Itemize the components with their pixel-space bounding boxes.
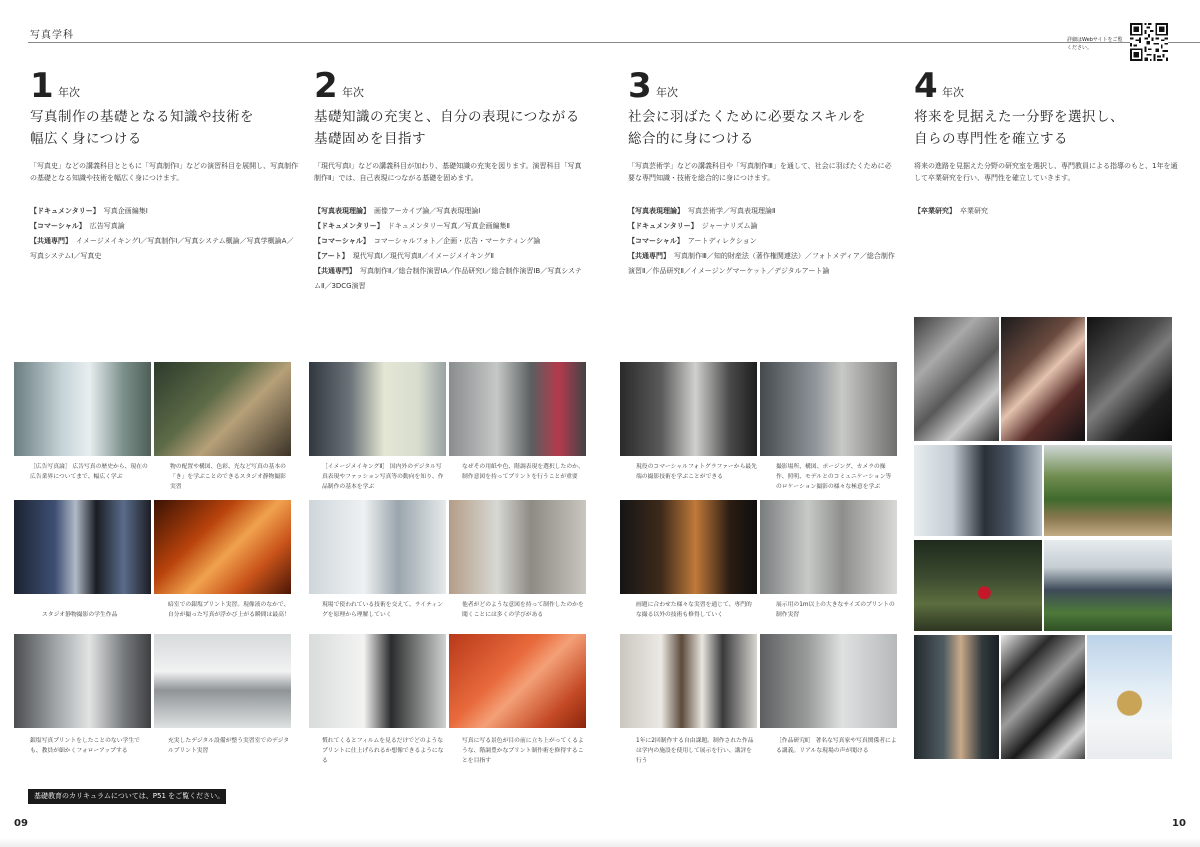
graduate-work-photo <box>914 635 999 759</box>
graduate-work-photo <box>1087 635 1172 759</box>
course-row <box>30 234 300 264</box>
photo-caption: ［広告写真論］ 広告写真の歴史から、現在の広告業界についてまで、幅広く学ぶ <box>30 464 148 480</box>
course-category: 【アート】 <box>314 252 349 260</box>
course-row <box>314 234 584 249</box>
course-category: 【ドキュメンタリー】 <box>314 222 384 230</box>
photo-darkroom-red <box>449 634 586 728</box>
course-category: 【共通専門】 <box>30 237 72 245</box>
headline-line: 社会に羽ばたくために必要なスキルを <box>628 109 866 125</box>
headline-line: 基礎固めを目指す <box>314 131 426 147</box>
year-label: 年次 <box>58 86 80 99</box>
headline-line: 将来を見据えた一分野を選択し、 <box>914 109 1124 125</box>
year-description: 「写真芸術学」などの講義科目や「写真制作Ⅲ」を通して、社会に羽ばたくために必要な専門知識・技術を総合的に身につけます。 <box>628 162 892 182</box>
course-list <box>628 204 898 279</box>
headline-line: 自らの専門性を確立する <box>914 131 1068 147</box>
course-category: 【コマーシャル】 <box>30 222 86 230</box>
headline-line: 基礎知識の充実と、自分の表現につながる <box>314 109 580 125</box>
headline-line: 総合的に身につける <box>628 131 754 147</box>
photo-location-shoot <box>760 362 897 456</box>
year-4-column <box>914 60 1184 219</box>
graduate-work-photo <box>1001 635 1085 759</box>
photo-caption: 撮影場所、構図、ポージング、カメラの操作、照明、モデルとのコミュニケーション等のロケーション撮影の様々な極意を学ぶ <box>776 464 892 490</box>
graduate-work-photo <box>1087 317 1172 441</box>
course-row <box>628 234 898 249</box>
course-category: 【コマーシャル】 <box>628 237 684 245</box>
page-number-right: 10 <box>1172 818 1186 829</box>
photo-digital-lab <box>154 634 291 728</box>
course-items: 画像アーカイブ論／写真表現理論Ⅰ <box>374 207 481 215</box>
course-category: 【卒業研究】 <box>914 207 956 215</box>
year-label: 年次 <box>942 86 964 99</box>
photo-caption: 充実したデジタル設備が整う実習室でのデジタルプリント実習 <box>168 738 290 754</box>
photo-caption: スタジオ静物撮影の学生作品 <box>42 612 118 618</box>
photo-guest-lecture <box>760 634 897 728</box>
photo-large-print <box>760 500 897 594</box>
photo-exhibition <box>620 634 757 728</box>
photo-scene-practice <box>620 500 757 594</box>
course-row <box>314 249 584 264</box>
photo-caption: 現場で使われている技術を交えて、ライティングを原理から理解していく <box>322 602 443 618</box>
course-category: 【ドキュメンタリー】 <box>628 222 698 230</box>
graduate-work-photo <box>1044 445 1172 536</box>
course-category: 【共通専門】 <box>314 267 356 275</box>
course-list <box>314 204 584 294</box>
page-number-left: 09 <box>14 818 28 829</box>
year-headline <box>30 106 300 152</box>
course-items: 写真芸術学／写真表現理論Ⅱ <box>688 207 776 215</box>
course-row <box>30 219 300 234</box>
course-list <box>914 204 1184 219</box>
course-items: 卒業研究 <box>960 207 988 215</box>
photo-print-review <box>449 362 586 456</box>
photo-lecture-ad <box>14 362 151 456</box>
curriculum-note: 基礎教育のカリキュラムについては、P51 をご覧ください。 <box>28 789 226 804</box>
course-category: 【共通専門】 <box>628 252 670 260</box>
course-items: 広告写真論 <box>89 222 125 230</box>
headline-line: 幅広く身につける <box>30 131 142 147</box>
year-3-column <box>628 60 898 279</box>
photo-caption: 他者がどのような意図を持って制作したのかを聞くことには多くの学びがある <box>462 602 584 618</box>
graduate-work-photo <box>914 540 1042 631</box>
graduate-work-photo <box>914 317 999 441</box>
course-category: 【写真表現理論】 <box>314 207 370 215</box>
photo-studio-still <box>154 362 291 456</box>
year-2-column <box>314 60 584 294</box>
photo-darkroom <box>154 500 291 594</box>
year-label: 年次 <box>342 86 364 99</box>
year-number: 2 <box>314 66 338 106</box>
photo-caption: 現役のコマーシャルフォトグラファーから最先端の撮影技術を学ぶことができる <box>636 464 757 480</box>
photo-film-check <box>309 634 446 728</box>
photo-caption: 画題に合わせた様々な実習を通じて、専門的な撮る以外の技術も修得していく <box>636 602 752 618</box>
year-description: 「現代写真Ⅰ」などの講義科目が加わり、基礎知識の充実を図ります。演習科目「写真制作Ⅱ」では、自己表現につながる基礎を固めます。 <box>314 162 582 182</box>
photo-caption: 写真に写る景色が目の前に立ち上がってくるような、階調豊かなプリント制作術を修得することを目指す <box>462 738 584 764</box>
page-edge <box>0 838 1200 847</box>
course-row <box>628 219 898 234</box>
year-1-column <box>30 60 300 264</box>
course-items: ジャーナリズム論 <box>701 222 758 230</box>
graduate-work-photo <box>914 445 1042 536</box>
course-items: コマーシャルフォト／企画・広告・マーケティング論 <box>373 237 541 245</box>
photo-lighting-class <box>309 500 446 594</box>
course-items: アートディレクション <box>687 237 757 245</box>
course-category: 【コマーシャル】 <box>314 237 370 245</box>
year-headline <box>914 106 1184 152</box>
qr-code-icon[interactable] <box>1130 23 1168 61</box>
course-row <box>628 204 898 219</box>
course-row <box>628 249 898 279</box>
course-row <box>30 204 300 219</box>
year-description: 将来の進路を見据えた分野の研究室を選択し、専門教員による指導のもと、1年を通して卒業研究を行い、専門性を確立していきます。 <box>914 162 1178 182</box>
course-items: 写真制作Ⅲ／知的財産法（著作権関連法）／フォトメディア／総合制作演習Ⅱ／作品研究Ⅱ／イメージングマーケット／デジタルアート論 <box>628 252 895 275</box>
header-rule <box>28 42 1200 43</box>
course-row <box>914 204 1184 219</box>
photo-caption: 1年に2回制作する自由課題。制作された作品は学内の施設を使用して展示を行い、講評を行う <box>636 738 754 764</box>
department-title: 写真学科 <box>30 30 74 41</box>
course-items: ドキュメンタリー写真／写真企画編集Ⅱ <box>387 222 510 230</box>
graduate-work-photo <box>1001 317 1085 441</box>
course-row <box>314 264 584 294</box>
photo-caption: ［イメージメイキングⅡ］ 国内外のデジタル写真表現やファッション写真等の動向を知り、作品制作の基本を学ぶ <box>322 464 444 490</box>
year-label: 年次 <box>656 86 678 99</box>
photo-caption: 暗室での銀塩プリント実習。現像液のなかで、自分が撮った写真が浮かび上がる瞬間は最高！ <box>168 602 290 618</box>
year-description: 「写真史」などの講義科目とともに「写真制作Ⅰ」などの演習科目を展開し、写真制作の基礎となる知識や技術を幅広く身につけます。 <box>30 162 299 182</box>
photo-critique-session <box>449 500 586 594</box>
course-items: 写真企画編集Ⅰ <box>103 207 148 215</box>
course-row <box>314 219 584 234</box>
photo-caption: なぜその用紙や色、階調表現を選択したのか、制作意図を持ってプリントを行うことが重要 <box>462 464 584 480</box>
course-row <box>314 204 584 219</box>
photo-commercial-studio <box>620 362 757 456</box>
photo-caption: 物の配置や構図、色彩、光など写真の基本の「き」を学ぶことのできるスタジオ静物撮影実習 <box>170 464 286 490</box>
course-category: 【写真表現理論】 <box>628 207 684 215</box>
web-note: 詳細はWebサイトをご覧ください。 <box>1067 37 1123 51</box>
photo-caption: 銀塩写真プリントをしたことのない学生でも、教員が細かくフォローアップする <box>30 738 140 754</box>
graduate-work-photo <box>1044 540 1172 631</box>
course-list <box>30 204 300 264</box>
headline-line: 写真制作の基礎となる知識や技術を <box>30 109 254 125</box>
year-number: 3 <box>628 66 652 106</box>
course-items: 写真制作Ⅱ／総合制作演習ⅠA／作品研究Ⅰ／総合制作演習ⅠB／写真システムⅡ／3DCG演習 <box>314 267 582 290</box>
photo-caption: ［作品研究Ⅱ］ 著名な写真家や写真関係者による講義。リアルな現場の声が聞ける <box>776 738 897 754</box>
photo-image-making <box>309 362 446 456</box>
year-number: 1 <box>30 66 54 106</box>
photo-silver-print <box>14 634 151 728</box>
photo-student-work-still <box>14 500 151 594</box>
page-header <box>0 0 1200 51</box>
course-items: 現代写真Ⅰ／現代写真Ⅱ／イメージメイキングⅡ <box>352 252 494 260</box>
photo-caption: 展示用の1m以上の大きなサイズのプリントの制作実習 <box>776 602 895 618</box>
course-items: イメージメイキングⅠ／写真制作Ⅰ／写真システム概論／写真学概論A／写真システムⅠ／写真史 <box>30 237 294 260</box>
course-category: 【ドキュメンタリー】 <box>30 207 100 215</box>
year-headline <box>314 106 584 152</box>
photo-caption: 慣れてくるとフィルムを見るだけでどのようなプリントに仕上げられるか想像できるようになる <box>322 738 444 764</box>
year-number: 4 <box>914 66 938 106</box>
year-headline <box>628 106 898 152</box>
